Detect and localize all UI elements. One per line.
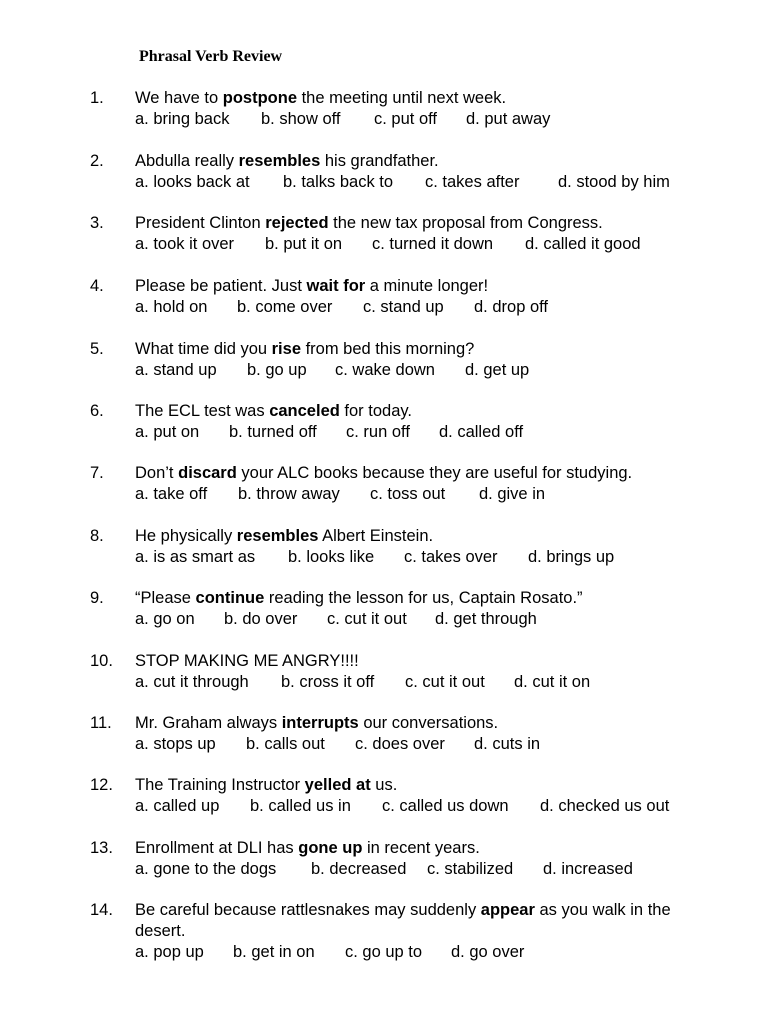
sentence-text: Be careful because rattlesnakes may suddenly <box>135 901 481 919</box>
question-number: 14. <box>90 901 113 919</box>
question-sentence <box>135 276 720 297</box>
answer-option: a. stops up <box>135 735 216 753</box>
answer-options <box>135 234 720 255</box>
answer-options <box>135 484 720 505</box>
answer-option: d. checked us out <box>540 797 670 815</box>
answer-option: d. go over <box>451 943 525 961</box>
sentence-text: Don’t <box>135 464 179 482</box>
answer-option: d. put away <box>466 110 551 128</box>
answer-option: b. throw away <box>238 485 340 503</box>
answer-option: d. get through <box>435 610 537 628</box>
question-number: 2. <box>90 152 104 170</box>
answer-options <box>135 942 720 963</box>
answer-options <box>135 297 720 318</box>
answer-option: b. go up <box>247 361 307 379</box>
question-stem <box>135 713 720 755</box>
answer-option: a. gone to the dogs <box>135 860 277 878</box>
target-word: rejected <box>265 214 329 232</box>
answer-option: b. come over <box>237 298 333 316</box>
sentence-text: President Clinton <box>135 214 266 232</box>
sentence-text: the meeting until next week. <box>297 89 507 107</box>
answer-option: c. go up to <box>345 943 423 961</box>
question-sentence <box>135 151 720 172</box>
sentence-text: “Please <box>135 589 196 607</box>
answer-option: a. called up <box>135 797 220 815</box>
sentence-text: Please be patient. Just <box>135 277 307 295</box>
answer-option: c. turned it down <box>372 235 494 253</box>
target-word: resembles <box>236 527 319 545</box>
question-stem <box>135 463 720 505</box>
question-number: 3. <box>90 214 104 232</box>
answer-option: c. stand up <box>363 298 444 316</box>
sentence-text: Enrollment at DLI has <box>135 839 299 857</box>
sentence-text: as you walk in the desert. <box>135 901 671 940</box>
sentence-text: We have to <box>135 89 223 107</box>
target-word: discard <box>178 464 237 482</box>
question-sentence <box>135 526 720 547</box>
sentence-text: from bed this morning? <box>301 340 475 358</box>
sentence-text: your ALC books because they are useful for studying. <box>236 464 633 482</box>
question-sentence <box>135 775 720 796</box>
question-sentence <box>135 838 720 859</box>
answer-options <box>135 859 720 880</box>
answer-option: b. cross it off <box>281 673 375 691</box>
question-sentence <box>135 463 720 484</box>
answer-option: a. is as smart as <box>135 548 256 566</box>
sentence-text: The ECL test was <box>135 402 270 420</box>
target-word: interrupts <box>281 714 359 732</box>
answer-options <box>135 734 720 755</box>
question-stem <box>135 339 720 381</box>
target-word: appear <box>480 901 535 919</box>
question-stem <box>135 588 720 630</box>
sentence-text: in recent years. <box>362 839 480 857</box>
answer-options <box>135 360 720 381</box>
question-number: 1. <box>90 89 104 107</box>
answer-options <box>135 172 720 193</box>
target-word: gone up <box>298 839 363 857</box>
question-sentence <box>135 339 720 360</box>
answer-option: d. cuts in <box>474 735 541 753</box>
answer-option: a. cut it through <box>135 673 249 691</box>
sentence-text: the new tax proposal from Congress. <box>328 214 603 232</box>
answer-option: a. took it over <box>135 235 235 253</box>
answer-option: c. stabilized <box>427 860 514 878</box>
question-stem <box>135 151 720 193</box>
sentence-text: Abdulla really <box>135 152 239 170</box>
answer-option: c. cut it out <box>405 673 485 691</box>
answer-option: c. run off <box>346 423 410 441</box>
sentence-text: Albert Einstein. <box>318 527 434 545</box>
answer-option: b. get in on <box>233 943 315 961</box>
answer-option: d. increased <box>543 860 633 878</box>
question-number: 4. <box>90 277 104 295</box>
question-stem <box>135 838 720 880</box>
question-sentence <box>135 88 720 109</box>
target-word: yelled at <box>304 776 371 794</box>
question-number: 11. <box>90 714 112 732</box>
answer-option: a. go on <box>135 610 195 628</box>
answer-option: b. called us in <box>250 797 351 815</box>
answer-options <box>135 109 720 130</box>
target-word: canceled <box>269 402 340 420</box>
answer-option: b. calls out <box>246 735 325 753</box>
target-word: rise <box>271 340 301 358</box>
answer-option: d. give in <box>479 485 546 503</box>
answer-option: d. drop off <box>474 298 549 316</box>
answer-option: b. decreased <box>311 860 407 878</box>
answer-option: c. cut it out <box>327 610 407 628</box>
question-stem <box>135 526 720 568</box>
answer-option: a. looks back at <box>135 173 250 191</box>
question-sentence <box>135 713 720 734</box>
sentence-text: He physically <box>135 527 237 545</box>
question-stem <box>135 651 720 693</box>
question-stem <box>135 88 720 130</box>
answer-option: c. takes over <box>404 548 498 566</box>
answer-option: a. bring back <box>135 110 230 128</box>
sentence-text: for today. <box>339 402 412 420</box>
question-sentence <box>135 900 720 942</box>
question-sentence <box>135 401 720 422</box>
answer-options <box>135 422 720 443</box>
sentence-text: Mr. Graham always <box>135 714 282 732</box>
answer-options <box>135 672 720 693</box>
answer-option: a. stand up <box>135 361 217 379</box>
answer-options <box>135 609 720 630</box>
answer-option: d. called off <box>439 423 524 441</box>
answer-option: c. toss out <box>370 485 446 503</box>
answer-option: a. hold on <box>135 298 208 316</box>
answer-option: c. wake down <box>335 361 435 379</box>
sentence-text: a minute longer! <box>365 277 489 295</box>
answer-option: b. turned off <box>229 423 317 441</box>
answer-option: b. do over <box>224 610 298 628</box>
answer-option: d. called it good <box>525 235 641 253</box>
sentence-text: us. <box>370 776 398 794</box>
question-stem <box>135 401 720 443</box>
question-sentence <box>135 213 720 234</box>
answer-option: a. put on <box>135 423 200 441</box>
answer-option: b. put it on <box>265 235 343 253</box>
sentence-text: What time did you <box>135 340 272 358</box>
sentence-text: reading the lesson for us, Captain Rosato.” <box>264 589 583 607</box>
question-stem <box>135 775 720 817</box>
question-stem <box>135 900 720 963</box>
sentence-text: The Training Instructor <box>135 776 305 794</box>
sentence-text: STOP MAKING ME ANGRY!!!! <box>135 652 359 670</box>
question-sentence <box>135 588 720 609</box>
answer-option: c. called us down <box>382 797 509 815</box>
question-number: 8. <box>90 527 104 545</box>
answer-option: b. talks back to <box>283 173 394 191</box>
answer-option: c. takes after <box>425 173 520 191</box>
answer-option: d. get up <box>465 361 530 379</box>
target-word: postpone <box>222 89 297 107</box>
answer-option: b. show off <box>261 110 341 128</box>
target-word: continue <box>195 589 265 607</box>
answer-option: b. looks like <box>288 548 375 566</box>
question-stem <box>135 276 720 318</box>
question-number: 6. <box>90 402 104 420</box>
answer-option: a. pop up <box>135 943 204 961</box>
question-number: 7. <box>90 464 104 482</box>
question-number: 5. <box>90 340 104 358</box>
worksheet-title: Phrasal Verb Review <box>139 48 283 65</box>
answer-options <box>135 547 720 568</box>
answer-option: c. does over <box>355 735 445 753</box>
sentence-text: his grandfather. <box>320 152 439 170</box>
question-number: 13. <box>90 839 113 857</box>
answer-option: d. brings up <box>528 548 615 566</box>
answer-option: c. put off <box>374 110 437 128</box>
answer-options <box>135 796 720 817</box>
sentence-text: our conversations. <box>358 714 499 732</box>
target-word: wait for <box>306 277 366 295</box>
target-word: resembles <box>238 152 321 170</box>
question-number: 10. <box>90 652 113 670</box>
answer-option: a. take off <box>135 485 208 503</box>
question-stem <box>135 213 720 255</box>
question-number: 12. <box>90 776 113 794</box>
answer-option: d. stood by him <box>558 173 670 191</box>
answer-option: d. cut it on <box>514 673 591 691</box>
question-sentence <box>135 651 720 672</box>
question-number: 9. <box>90 589 104 607</box>
